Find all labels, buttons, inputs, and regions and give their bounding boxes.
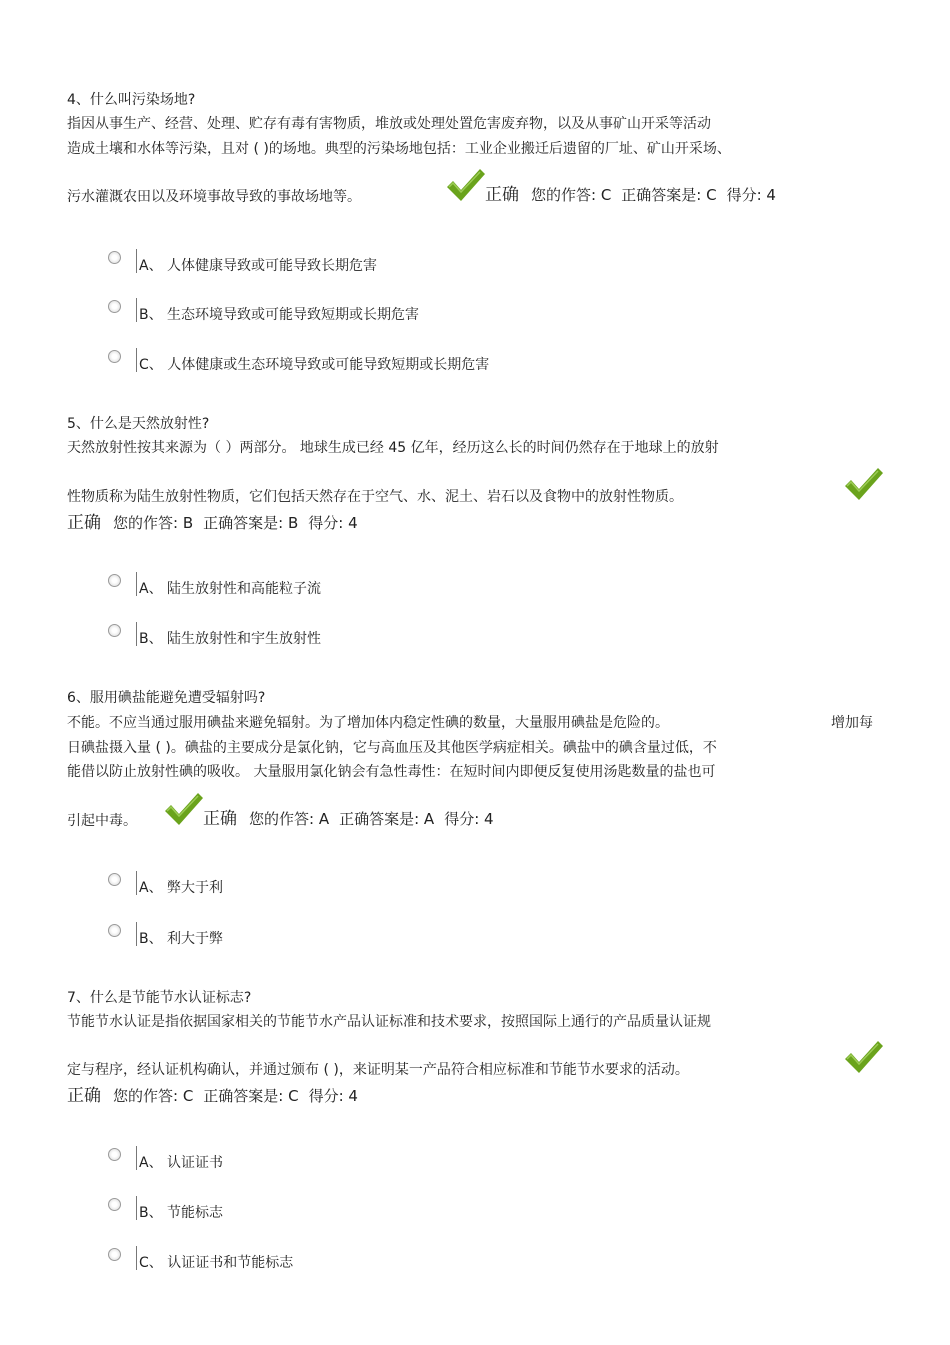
radio-icon[interactable] <box>108 300 121 313</box>
option-label: A、 弊大于利 <box>139 880 224 896</box>
option-label: B、 生态环境导致或可能导致短期或长期危害 <box>139 307 420 323</box>
option-label: B、 利大于弊 <box>139 931 224 947</box>
radio-icon[interactable] <box>108 350 121 363</box>
option-label: A、 认证证书 <box>139 1155 224 1171</box>
question-text: 不能。不应当通过服用碘盐来避免辐射。为了增加体内稳定性碘的数量，大量服用碘盐是危险的。 <box>67 715 669 731</box>
result-status: 正确 <box>203 809 237 829</box>
question-title: 6、服用碘盐能避免遭受辐射吗? <box>67 690 266 706</box>
answer-result <box>67 1086 368 1106</box>
your-answer: 您的作答: B <box>113 514 194 532</box>
result-status: 正确 <box>67 513 101 533</box>
checkmark-icon <box>162 790 204 828</box>
question-text: 增加每 <box>831 715 873 731</box>
question-text: 节能节水认证是指依据国家相关的节能节水产品认证标准和技术要求，按照国际上通行的产品质量认证规 <box>67 1014 711 1030</box>
option-label: C、 人体健康或生态环境导致或可能导致短期或长期危害 <box>139 357 490 373</box>
radio-icon[interactable] <box>108 924 121 937</box>
option-label: B、 节能标志 <box>139 1205 224 1221</box>
question-title: 7、什么是节能节水认证标志? <box>67 990 252 1006</box>
question-text: 天然放射性按其来源为（ ）两部分。 地球生成已经 45 亿年，经历这么长的时间仍然存在于地球上的放射 <box>67 440 719 456</box>
question-text: 日碘盐摄入量 ( )。碘盐的主要成分是氯化钠，它与高血压及其他医学病症相关。碘盐中的碘含量过低，不 <box>67 740 717 756</box>
answer-result <box>203 809 504 829</box>
question-text: 引起中毒。 <box>67 813 137 829</box>
radio-icon[interactable] <box>108 1148 121 1161</box>
score: 得分: 4 <box>308 514 358 532</box>
score: 得分: 4 <box>726 186 776 204</box>
checkmark-icon <box>842 1038 884 1076</box>
answer-result <box>485 185 786 205</box>
question-text: 能借以防止放射性碘的吸收。 大量服用氯化钠会有急性毒性：在短时间内即便反复使用汤匙数量的盐也可 <box>67 764 716 780</box>
your-answer: 您的作答: C <box>531 186 612 204</box>
your-answer: 您的作答: C <box>113 1087 194 1105</box>
score: 得分: 4 <box>444 810 494 828</box>
radio-icon[interactable] <box>108 873 121 886</box>
question-title: 4、什么叫污染场地? <box>67 92 196 108</box>
answer-result <box>67 513 368 533</box>
radio-icon[interactable] <box>108 1248 121 1261</box>
option-label: A、 陆生放射性和高能粒子流 <box>139 581 322 597</box>
correct-answer: 正确答案是: A <box>339 810 435 828</box>
question-text: 指因从事生产、经营、处理、贮存有毒有害物质，堆放或处理处置危害废弃物，以及从事矿山开采等活动 <box>67 116 711 132</box>
checkmark-icon <box>842 465 884 503</box>
option-label: C、 认证证书和节能标志 <box>139 1255 294 1271</box>
question-title: 5、什么是天然放射性? <box>67 416 210 432</box>
question-text: 定与程序，经认证机构确认，并通过颁布 ( )，来证明某一产品符合相应标准和节能节水要求的活动。 <box>67 1062 689 1078</box>
option-label: A、 人体健康导致或可能导致长期危害 <box>139 258 378 274</box>
radio-icon[interactable] <box>108 624 121 637</box>
result-status: 正确 <box>485 185 519 205</box>
question-text: 造成土壤和水体等污染，且对 ( )的场地。典型的污染场地包括：工业企业搬迁后遗留的厂址、矿山开采场、 <box>67 141 731 157</box>
your-answer: 您的作答: A <box>249 810 330 828</box>
score: 得分: 4 <box>308 1087 358 1105</box>
result-status: 正确 <box>67 1086 101 1106</box>
question-text: 性物质称为陆生放射性物质，它们包括天然存在于空气、水、泥土、岩石以及食物中的放射性物质。 <box>67 489 683 505</box>
question-text: 污水灌溉农田以及环境事故导致的事故场地等。 <box>67 189 361 205</box>
correct-answer: 正确答案是: C <box>203 1087 299 1105</box>
option-label: B、 陆生放射性和宇生放射性 <box>139 631 322 647</box>
radio-icon[interactable] <box>108 1198 121 1211</box>
radio-icon[interactable] <box>108 574 121 587</box>
correct-answer: 正确答案是: C <box>621 186 717 204</box>
radio-icon[interactable] <box>108 251 121 264</box>
checkmark-icon <box>444 166 486 204</box>
correct-answer: 正确答案是: B <box>203 514 299 532</box>
